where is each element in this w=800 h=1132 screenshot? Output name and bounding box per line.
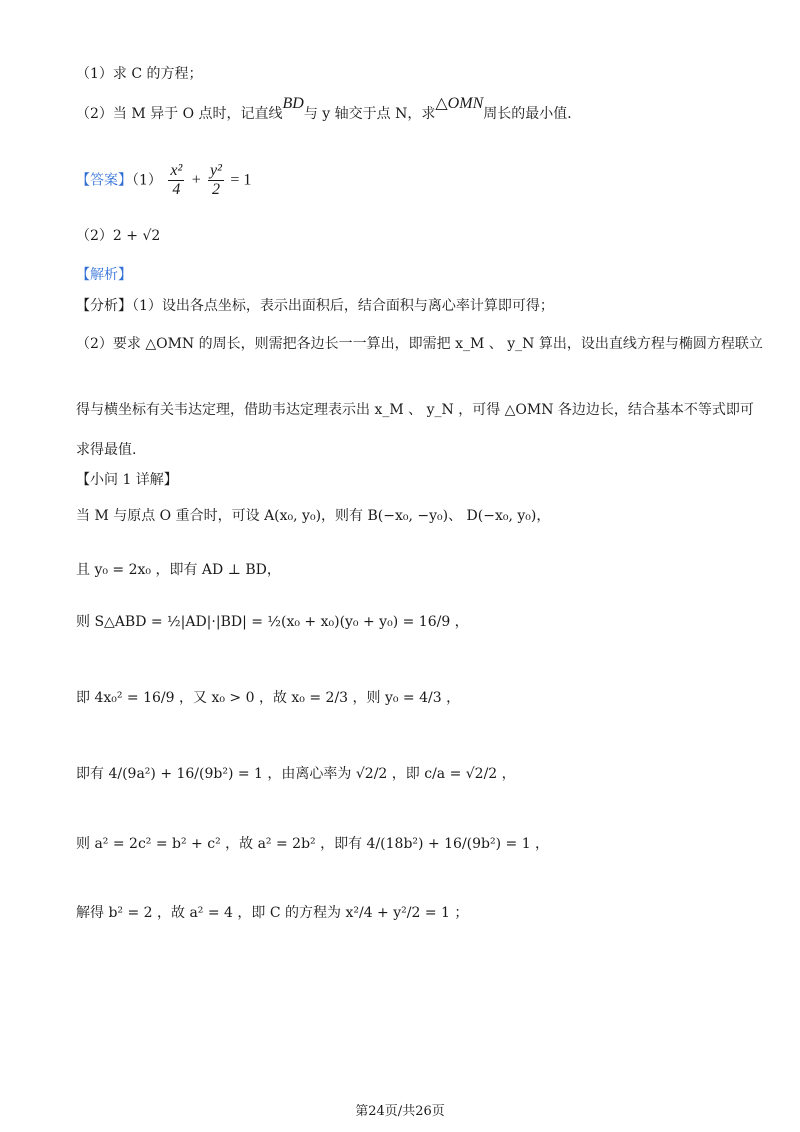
solution-step-1: 当 M 与原点 O 重合时，可设 A(x₀, y₀)，则有 B(−x₀, −y₀)、 D(−x₀, y₀)， [76,508,551,524]
answer-part-2: （2）2 + √2 [76,228,161,244]
solution-step-3: 则 S△ABD = ½|AD|·|BD| = ½(x₀ + x₀)(y₀ + y₀) = 16/9 ， [76,614,469,630]
solution-step-5: 即有 4/(9a²) + 16/(9b²) = 1 ，由离心率为 √2/2 ，即 c/a = √2/2 ， [76,766,516,782]
page-footer: 第24页/共26页 [355,1104,445,1119]
fraction-y2-over-2: $\frac{\text{y²}}{2}$ [209,162,222,198]
solution-step-4: 即 4x₀² = 16/9 ，又 x₀ > 0 ，故 x₀ = 2/3 ，则 y₀ = 4/3 ， [76,690,461,706]
q2-line-bd: BD [282,95,304,112]
q2-prefix: （2）当 M 异于 O 点时，记直线 [76,106,283,122]
subquestion-1-tag: 【小问 1 详解】 [76,472,178,488]
solution-step-6: 则 a² = 2c² = b² + c² ，故 a² = 2b² ，即有 4/(18b²) + 16/(9b²) = 1 ， [76,836,550,852]
analysis-tag: 【解析】 [76,267,132,283]
solution-step-7: 解得 b² = 2 ，故 a² = 4 ，即 C 的方程为 x²/4 + y²/2 = 1 ； [76,905,469,921]
answer-1-prefix: （1） [132,172,162,189]
question-part-1: （1）求 C 的方程； [76,66,203,82]
q2-triangle-omn: △OMN [435,95,484,112]
analysis-line-3: 得与横坐标有关韦达定理，借助韦达定理表示出 x_M 、 y_N ，可得 △OMN 各边边长，结合基本不等式即可 [76,402,754,418]
answer-1-equals: = 1 [230,171,252,189]
analysis-line-1: 【分析】（1）设出各点坐标，表示出面积后，结合面积与离心率计算即可得； [76,298,554,314]
analysis-line-4: 求得最值. [76,442,137,458]
question-part-2 [76,95,582,124]
analysis-line-2: （2）要求 △OMN 的周长，则需把各边长一一算出，即需把 x_M 、 y_N 算出，设出直线方程与椭圆方程联立 [76,336,763,352]
solution-step-2: 且 y₀ = 2x₀ ，即有 AD ⊥ BD， [76,562,281,578]
q2-mid: 与 y 轴交于点 N，求 [303,106,436,122]
answer-part-1: 【答案】（1） $\frac{\text{x²}}{4}$ + $\frac{\text{y²}}{2}$ = 1 [76,162,252,198]
fraction-x2-over-4: $\frac{\text{x²}}{4}$ [170,162,183,198]
answer-tag: 【答案】 [76,172,132,189]
q2-suffix: 周长的最小值． [483,106,582,122]
